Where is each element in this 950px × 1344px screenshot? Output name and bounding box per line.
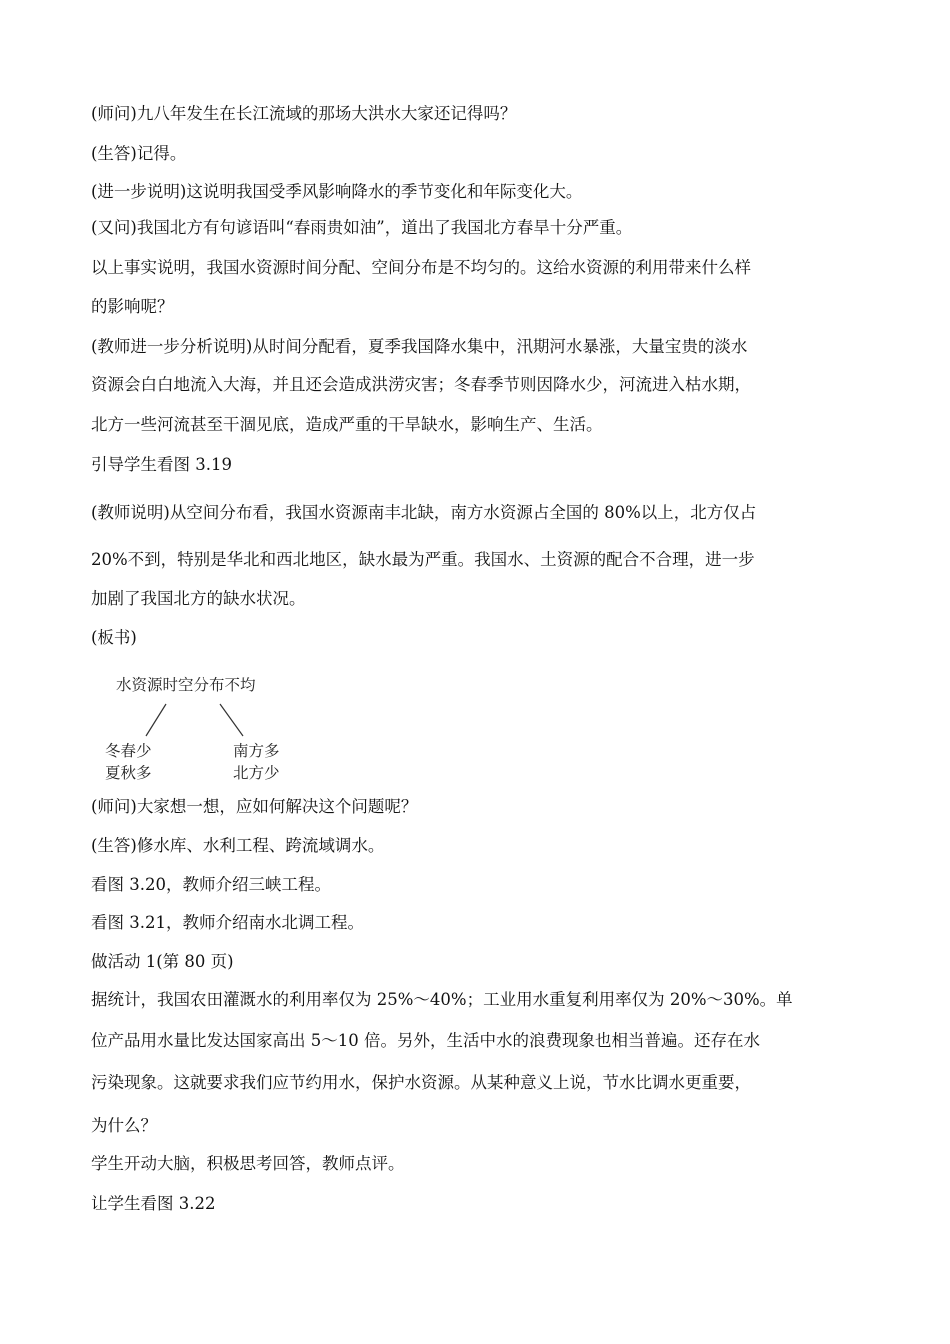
board-right-line1: 南方多 <box>233 742 280 760</box>
text-line-8: 资源会白白地流入大海，并且还会造成洪涝灾害；冬春季节则因降水少，河流进入枯水期， <box>91 375 751 394</box>
text-line-2: (生答)记得。 <box>91 144 187 163</box>
left-branch-line <box>146 704 166 736</box>
text-line-6: 的影响呢？ <box>91 297 174 316</box>
text-line-10: 引导学生看图 3.19 <box>91 455 232 474</box>
text-line-7: (教师进一步分析说明)从时间分配看，夏季我国降水集中，汛期河水暴涨，大量宝贵的淡水 <box>91 337 748 356</box>
board-left-line2: 夏秋多 <box>105 764 152 782</box>
text-line-14: (板书) <box>91 628 137 647</box>
text-line-23: 为什么？ <box>91 1116 157 1135</box>
text-line-13: 加剧了我国北方的缺水状况。 <box>91 589 306 608</box>
board-right-line2: 北方少 <box>233 764 280 782</box>
text-line-25: 让学生看图 3.22 <box>91 1194 216 1213</box>
text-line-17: 看图 3.20，教师介绍三峡工程。 <box>91 875 331 894</box>
text-line-24: 学生开动大脑，积极思考回答，教师点评。 <box>91 1154 405 1173</box>
text-line-3: (进一步说明)这说明我国受季风影响降水的季节变化和年际变化大。 <box>91 182 583 201</box>
text-line-5: 以上事实说明，我国水资源时间分配、空间分布是不均匀的。这给水资源的利用带来什么样 <box>91 258 751 277</box>
text-line-21: 位产品用水量比发达国家高出 5～10 倍。另外，生活中水的浪费现象也相当普遍。还存在水 <box>91 1031 760 1050</box>
text-line-16: (生答)修水库、水利工程、跨流域调水。 <box>91 836 385 855</box>
text-line-4: (又问)我国北方有句谚语叫“春雨贵如油”，道出了我国北方春旱十分严重。 <box>91 218 633 237</box>
text-line-9: 北方一些河流甚至干涸见底，造成严重的干旱缺水，影响生产、生活。 <box>91 415 603 434</box>
board-diagram <box>100 672 300 784</box>
right-branch-line <box>220 704 243 736</box>
text-line-22: 污染现象。这就要求我们应节约用水，保护水资源。从某种意义上说，节水比调水更重要， <box>91 1073 751 1092</box>
text-line-1: (师问)九八年发生在长江流域的那场大洪水大家还记得吗？ <box>91 104 517 123</box>
text-line-18: 看图 3.21，教师介绍南水北调工程。 <box>91 913 364 932</box>
text-line-15: (师问)大家想一想，应如何解决这个问题呢？ <box>91 797 418 816</box>
text-line-11: (教师说明)从空间分布看，我国水资源南丰北缺，南方水资源占全国的 80%以上，北方仅占 <box>91 503 757 522</box>
text-line-20: 据统计，我国农田灌溉水的利用率仅为 25%～40%；工业用水重复利用率仅为 20%～30%。单 <box>91 990 793 1009</box>
text-line-12: 20%不到，特别是华北和西北地区，缺水最为严重。我国水、土资源的配合不合理，进一步 <box>91 550 755 569</box>
board-left-line1: 冬春少 <box>105 742 152 760</box>
board-title: 水资源时空分布不均 <box>116 676 256 694</box>
text-line-19: 做活动 1(第 80 页) <box>91 952 234 971</box>
